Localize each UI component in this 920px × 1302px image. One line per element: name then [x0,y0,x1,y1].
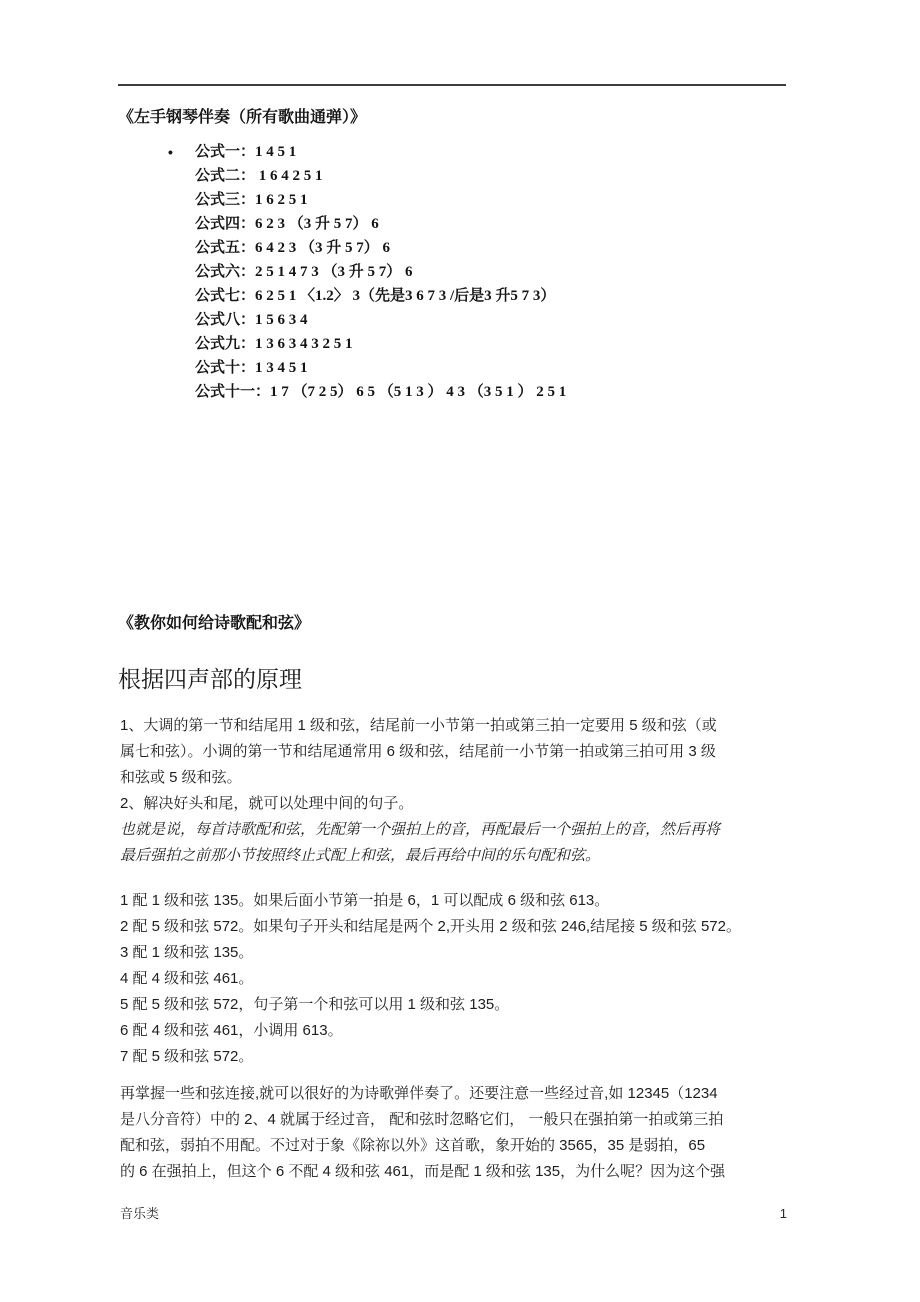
paragraph-spacer [120,869,810,888]
formula-text: 公式十：1 3 4 5 1 [195,360,308,376]
bullet-spacer [168,260,195,284]
formula-text: 公式十一：1 7 （7 2 5） 6 5 （5 1 3 ） 4 3 （3 5 1 ） 2 5 1 [195,384,567,400]
paragraph-spacer [120,1070,810,1081]
bullet-spacer [168,284,195,308]
chords-title: 《教你如何给诗歌配和弦》 [118,615,311,632]
note-line: 也就是说，每首诗歌配和弦，先配第一个强拍上的音，再配最后一个强拍上的音，然后再将 [120,822,721,838]
page-number: 1 [779,1206,787,1221]
header-rule [118,84,786,86]
bullet-spacer [168,236,195,260]
formula-text: 公式九：1 3 6 3 4 3 2 5 1 [195,336,353,352]
chord-rule-line: 7 配 5 级和弦 572。 [120,1048,254,1065]
bullet-spacer [168,380,195,404]
bullet-spacer [168,164,195,188]
rule-line: 和弦或 5 级和弦。 [120,769,242,786]
formula-text: 公式四：6 2 3 （3 升 5 7） 6 [195,216,379,232]
closing-line: 的 6 在强拍上，但这个 6 不配 4 级和弦 461，而是配 1 级和弦 135，为什么呢？因为这个强 [120,1163,726,1180]
formula-text: 公式七：6 2 5 1 〈1.2〉 3（先是3 6 7 3 /后是3 升5 7 3） [195,288,556,304]
section-heading: 根据四声部的原理 [118,666,302,692]
closing-line: 是八分音符）中的 2、4 就属于经过音， 配和弦时忽略它们， 一般只在强拍第一拍或第三拍 [120,1111,724,1128]
chord-rule-line: 6 配 4 级和弦 461，小调用 613。 [120,1022,343,1039]
formula-line [168,140,566,164]
note-line: 最后强拍之前那小节按照终止式配上和弦，最后再给中间的乐句配和弦。 [120,848,601,864]
formula-line [168,308,566,332]
formula-line [168,260,566,284]
bullet-spacer [168,332,195,356]
closing-line: 配和弦，弱拍不用配。不过对于象《除祢以外》这首歌，象开始的 3565，35 是弱拍，65 [120,1137,706,1154]
footer-category: 音乐类 [120,1206,160,1221]
chord-rule-line: 2 配 5 级和弦 572。如果句子开头和结尾是两个 2,开头用 2 级和弦 246,结尾接 5 级和弦 572。 [120,918,741,935]
accompaniment-title: 《左手钢琴伴奏（所有歌曲通弹）》 [118,109,367,126]
formula-line [168,164,566,188]
chord-rule-line: 3 配 1 级和弦 135。 [120,944,254,961]
body-text-block [120,713,810,1185]
chord-rule-line: 5 配 5 级和弦 572，句子第一个和弦可以用 1 级和弦 135。 [120,996,510,1013]
rule-line: 属七和弦）。小调的第一节和结尾通常用 6 级和弦，结尾前一小节第一拍或第三拍可用 3 级 [120,743,716,760]
bullet-icon: • [168,144,173,160]
bullet-spacer [168,188,195,212]
formula-line [168,284,566,308]
closing-line: 再掌握一些和弦连接,就可以很好的为诗歌弹伴奏了。还要注意一些经过音,如 12345（1234 [120,1085,718,1102]
rule-line: 2、解决好头和尾，就可以处理中间的句子。 [120,795,414,812]
formula-text: 公式八：1 5 6 3 4 [195,312,308,328]
formula-line [168,212,566,236]
rule-line: 1、大调的第一节和结尾用 1 级和弦，结尾前一小节第一拍或第三拍一定要用 5 级和弦（或 [120,717,717,734]
formula-line [168,188,566,212]
chord-rule-line: 1 配 1 级和弦 135。如果后面小节第一拍是 6，1 可以配成 6 级和弦 613。 [120,892,610,909]
formula-list [168,140,566,404]
formula-text: 公式二： 1 6 4 2 5 1 [195,168,323,184]
bullet-spacer [168,356,195,380]
formula-line [168,356,566,380]
formula-text: 公式五：6 4 2 3 （3 升 5 7） 6 [195,240,391,256]
formula-line [168,380,566,404]
formula-text: 公式三：1 6 2 5 1 [195,192,308,208]
formula-line [168,236,566,260]
formula-text: 公式六：2 5 1 4 7 3 （3 升 5 7） 6 [195,264,413,280]
bullet-spacer [168,212,195,236]
formula-text: 公式一：1 4 5 1 [195,144,297,160]
chord-rule-line: 4 配 4 级和弦 461。 [120,970,254,987]
bullet-spacer [168,308,195,332]
formula-line [168,332,566,356]
